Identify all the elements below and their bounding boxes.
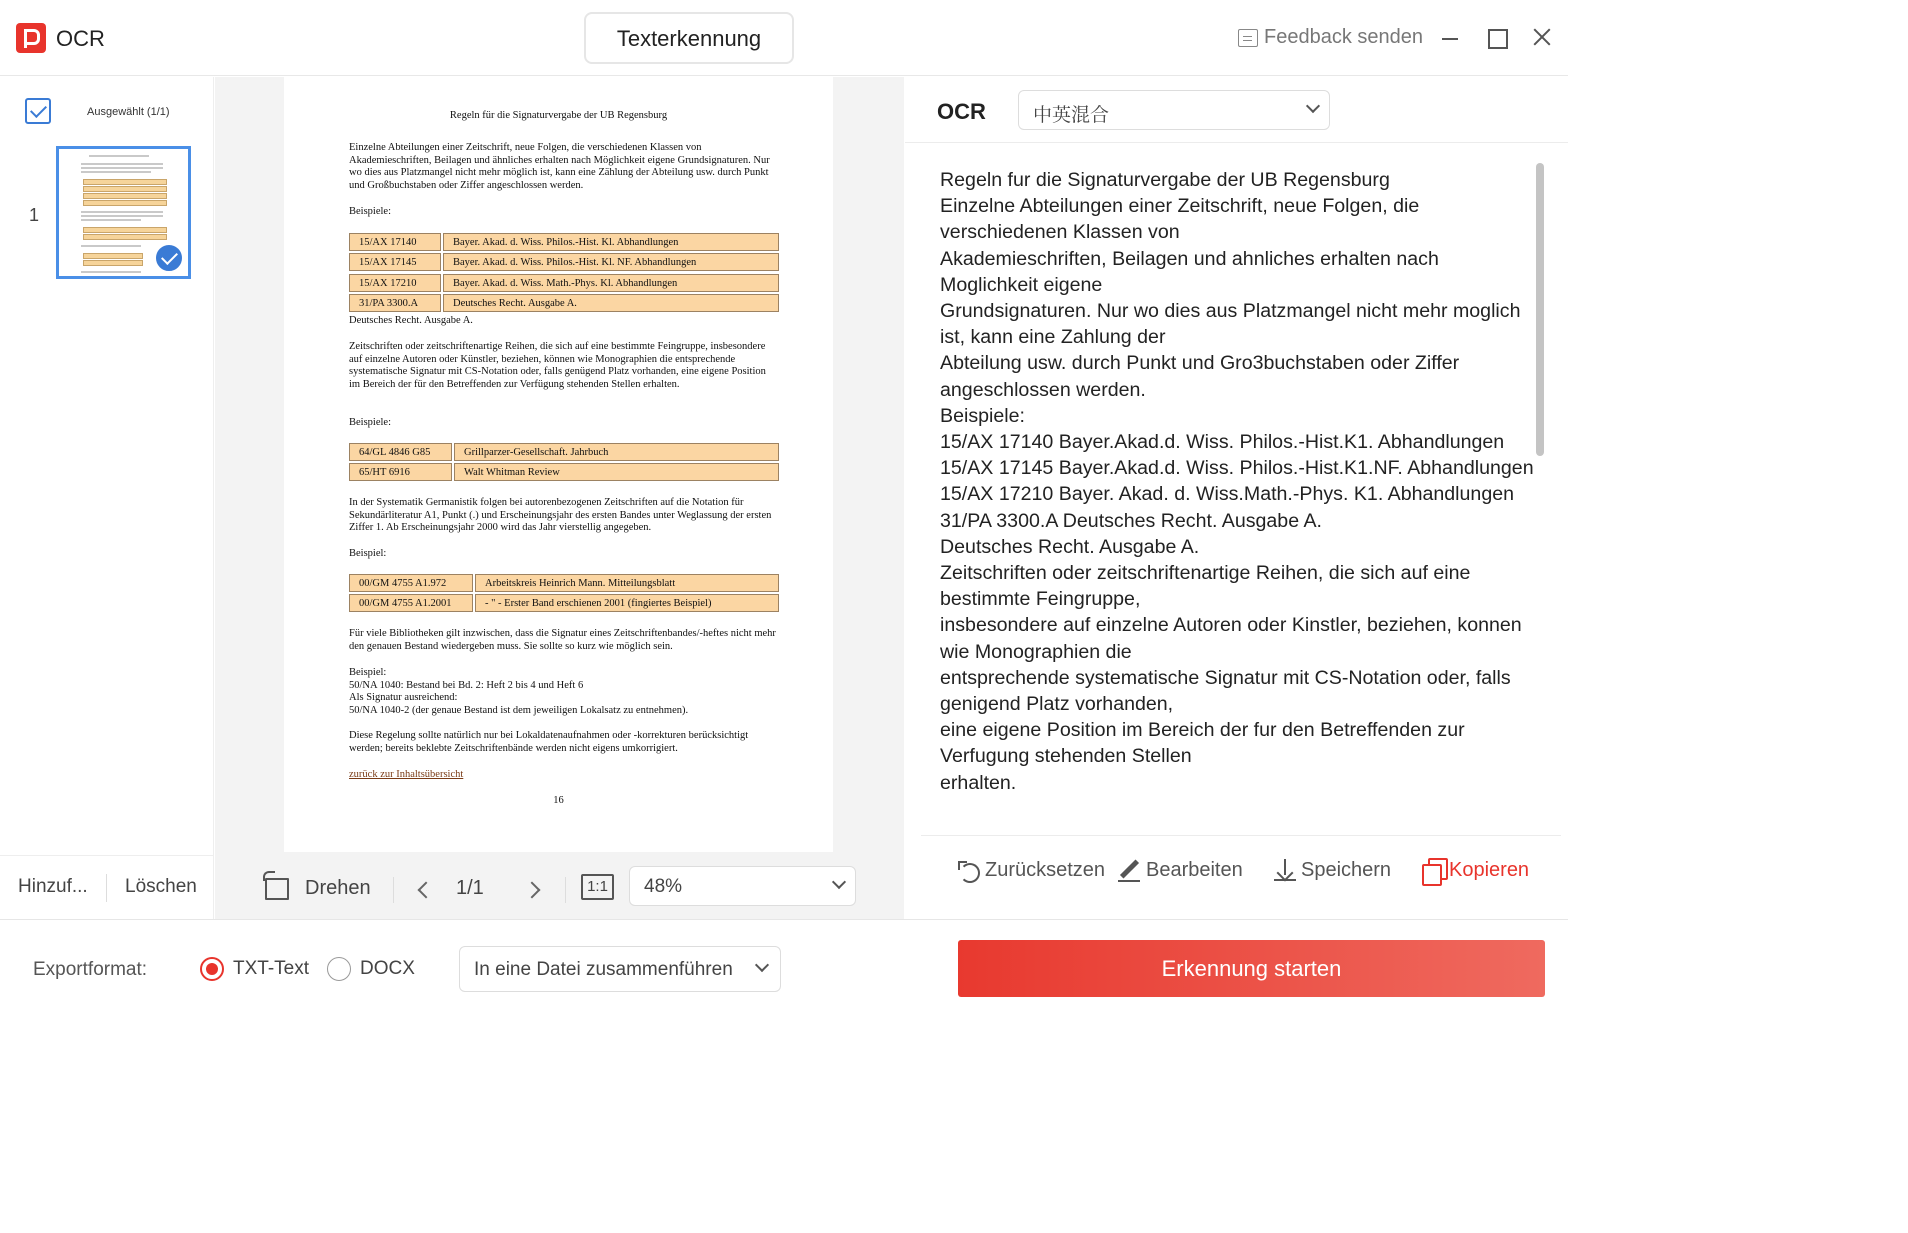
table-cell: 31/PA 3300.A	[349, 294, 441, 312]
doc-line: Beispiel:	[349, 667, 387, 678]
app-title: OCR	[56, 26, 105, 51]
save-button[interactable]	[1273, 858, 1391, 882]
doc-paragraph-3: In der Systematik Germanistik folgen bei autorenbezogenen Zeitschriften auf die Notation für Sekundärliteratur A1, Punkt (.) und Erscheinungsjahr des ersten Bandes unter Weglassung der ersten Ziffer 1. Ab Erscheinungsjahr 2000 wird das Jahr vierstellig angegeben.	[349, 497, 772, 534]
table-cell: Deutsches Recht. Ausgabe A.	[443, 294, 779, 312]
ocr-line: angeschlossen werden.	[940, 378, 1146, 401]
ocr-label: OCR	[937, 99, 986, 124]
zoom-value: 48%	[644, 876, 683, 897]
rotate-button[interactable]: Drehen	[305, 877, 371, 899]
table-row	[349, 232, 780, 252]
maximize-button[interactable]	[1486, 26, 1508, 48]
ocr-action-bar	[921, 835, 1561, 903]
ocr-text-area[interactable]	[940, 167, 1535, 796]
feedback-button[interactable]	[1238, 26, 1423, 49]
ocr-line: Regeln fur die Signaturvergabe der UB Regensburg	[940, 169, 1390, 191]
preview-toolbar	[215, 855, 904, 919]
page-sidebar	[0, 77, 214, 919]
doc-table-3	[349, 573, 780, 614]
export-format-label: Exportformat:	[33, 959, 148, 980]
table-row	[349, 273, 780, 293]
table-cell: Bayer. Akad. d. Wiss. Philos.-Hist. Kl. Abhandlungen	[443, 233, 779, 251]
page-thumbnail[interactable]	[56, 146, 191, 279]
close-button[interactable]	[1530, 26, 1552, 48]
ocr-line: insbesondere auf einzelne Autoren oder Kinstler, beziehen, konnen	[940, 614, 1522, 637]
toolbar-divider	[393, 877, 394, 903]
actual-size-button[interactable]: 1:1	[581, 874, 614, 900]
previous-page-icon[interactable]	[418, 882, 435, 899]
table-cell: 65/HT 6916	[349, 463, 452, 481]
ocr-result-panel	[905, 77, 1568, 919]
selected-count-label: Ausgewählt (1/1)	[87, 106, 170, 118]
ocr-line: Verfugung stehenden Stellen	[940, 745, 1192, 768]
radio-txt[interactable]	[200, 957, 224, 981]
doc-paragraph-1: Einzelne Abteilungen einer Zeitschrift, neue Folgen, die verschiedenen Klassen von Akademieschriften, Beilagen und ähnliches erhalten nach Möglichkeit eigene Grundsignaturen. Nur wo dies aus Platzmangel nicht mehr möglich ist, kann eine Zählung der Abteilung usw. durch Punkt und Großbuchstaben oder Ziffer angeschlossen werden.	[349, 142, 770, 192]
doc-title: Regeln für die Signaturvergabe der UB Regensburg	[449, 110, 668, 121]
delete-file-button[interactable]: Löschen	[125, 876, 197, 897]
document-preview	[215, 77, 904, 919]
ocr-line: bestimmte Feingruppe,	[940, 588, 1141, 611]
ocr-line: 15/AX 17145 Bayer.Akad.d. Wiss. Philos.-Hist.K1.NF. Abhandlungen	[940, 457, 1534, 480]
page-number-label: 1	[29, 205, 40, 225]
radio-txt-label[interactable]: TXT-Text	[233, 958, 310, 979]
edit-label: Bearbeiten	[1146, 858, 1243, 881]
table-cell: Grillparzer-Gesellschaft. Jahrbuch	[454, 443, 779, 461]
doc-paragraph-4: Für viele Bibliotheken gilt inzwischen, dass die Signatur eines Zeitschriftenbandes/-heftes nicht mehr den genauen Bestand wiedergeben muss. Sie sollte so kurz wie möglich sein.	[349, 628, 776, 652]
ocr-line: ist, kann eine Zahlung der	[940, 326, 1166, 349]
title-bar	[0, 0, 1568, 76]
doc-table-1	[349, 232, 780, 314]
doc-paragraph-2: Zeitschriften oder zeitschriftenartige Reihen, die sich auf eine bestimmte Feingruppe, insbesondere auf einzelne Autoren oder Künstler, beziehen, können wie Monographien die entsprechende systematische Signatur mit CS-Notation oder, falls genügend Platz vorhanden, eine eigene Position im Bereich der für den Betreffenden zur Verfügung stehenden Stellen erhalten.	[349, 341, 766, 391]
reset-button[interactable]	[957, 858, 1105, 882]
doc-line: 50/NA 1040: Bestand bei Bd. 2: Heft 2 bis 4 und Heft 6	[349, 679, 584, 691]
sidebar-footer	[0, 855, 214, 919]
doc-page-number: 16	[553, 795, 564, 806]
table-cell: Walt Whitman Review	[454, 463, 779, 481]
doc-beispiel-3: Beispiel:	[349, 548, 387, 559]
table-cell: 15/AX 17210	[349, 274, 441, 292]
ocr-line: Zeitschriften oder zeitschriftenartige Reihen, die sich auf eine	[940, 562, 1471, 585]
copy-label: Kopieren	[1449, 858, 1530, 881]
radio-docx[interactable]	[327, 957, 351, 981]
doc-paragraph-5	[349, 667, 779, 718]
start-recognition-button[interactable]: Erkennung starten	[958, 940, 1545, 997]
ocr-line: Deutsches Recht. Ausgabe A.	[940, 535, 1200, 558]
ocr-scrollbar[interactable]	[1536, 163, 1544, 456]
edit-button[interactable]	[1118, 858, 1243, 882]
app-logo-icon	[16, 23, 46, 53]
doc-beispiele-1: Beispiele:	[349, 206, 391, 217]
doc-paragraph-6: Diese Regelung sollte natürlich nur bei Lokaldatenaufnahmen oder -korrekturen berücksichtigt werden; bereits beklebte Zeitschriftenbände werden nicht eigens umkorrigiert.	[349, 730, 749, 754]
table-row	[349, 442, 780, 462]
ocr-line: eine eigene Position im Bereich der fur den Betreffenden zur	[940, 719, 1465, 742]
feedback-icon	[1238, 29, 1258, 47]
rotate-icon[interactable]	[265, 878, 289, 900]
table-cell: 00/GM 4755 A1.2001	[349, 594, 473, 612]
radio-docx-label[interactable]: DOCX	[360, 958, 415, 979]
ocr-header	[905, 77, 1568, 143]
download-icon	[1273, 858, 1297, 882]
selected-check-icon	[154, 243, 184, 273]
toolbar-divider	[565, 877, 566, 903]
ocr-line: erhalten.	[940, 771, 1017, 794]
ocr-line: 15/AX 17210 Bayer. Akad. d. Wiss.Math.-Phys. K1. Abhandlungen	[940, 483, 1515, 506]
ocr-line: wie Monographien die	[940, 640, 1132, 663]
ocr-line: 31/PA 3300.A Deutsches Recht. Ausgabe A.	[940, 509, 1322, 532]
merge-files-select[interactable]	[459, 946, 781, 992]
table-cell: 15/AX 17140	[349, 233, 441, 251]
save-label: Speichern	[1301, 858, 1392, 881]
ocr-line: 15/AX 17140 Bayer.Akad.d. Wiss. Philos.-Hist.K1. Abhandlungen	[940, 431, 1505, 454]
table-cell: 15/AX 17145	[349, 253, 441, 271]
table-cell: 00/GM 4755 A1.972	[349, 574, 473, 592]
zoom-select[interactable]	[629, 866, 856, 906]
doc-line: Als Signatur ausreichend:	[349, 692, 458, 704]
export-bar	[0, 919, 1568, 1013]
table-row	[349, 293, 780, 313]
select-all-checkbox[interactable]	[25, 98, 51, 124]
ocr-line: Beispiele:	[940, 404, 1025, 427]
tab-texterkennung[interactable]: Texterkennung	[584, 12, 794, 64]
doc-beispiele-2: Beispiele:	[349, 417, 391, 428]
ocr-line: Moglichkeit eigene	[940, 273, 1103, 296]
ocr-line: Abteilung usw. durch Punkt und Gro3buchstaben oder Ziffer	[940, 352, 1460, 375]
sidebar-divider	[106, 874, 107, 902]
language-select[interactable]	[1018, 90, 1330, 130]
ocr-line: Akademieschriften, Beilagen und ahnliches erhalten nach	[940, 247, 1439, 270]
ocr-line: verschiedenen Klassen von	[940, 221, 1180, 244]
chevron-down-icon	[832, 875, 846, 889]
merge-files-value: In eine Datei zusammenführen	[474, 959, 733, 980]
add-file-button[interactable]: Hinzuf...	[18, 876, 88, 897]
ocr-line: entsprechende systematische Signatur mit CS-Notation oder, falls	[940, 666, 1511, 689]
document-page	[284, 77, 833, 852]
table-row	[349, 573, 780, 593]
table-cell: Arbeitskreis Heinrich Mann. Mitteilungsblatt	[475, 574, 779, 592]
edit-icon	[1118, 858, 1142, 882]
table-cell: Bayer. Akad. d. Wiss. Philos.-Hist. Kl. NF. Abhandlungen	[443, 253, 779, 271]
doc-table-2	[349, 442, 780, 483]
reset-icon	[957, 858, 981, 882]
table-cell: 64/GL 4846 G85	[349, 443, 452, 461]
minimize-button[interactable]	[1440, 26, 1462, 48]
table-row	[349, 462, 780, 482]
table-cell: - " - Erster Band erschienen 2001 (fingiertes Beispiel)	[475, 594, 779, 612]
doc-back-link[interactable]: zurück zur Inhaltsübersicht	[349, 769, 464, 780]
copy-button[interactable]	[1421, 858, 1529, 882]
ocr-line: genigend Platz vorhanden,	[940, 693, 1174, 716]
copy-icon	[1421, 858, 1445, 882]
language-value: 中英混合	[1033, 105, 1110, 126]
next-page-icon[interactable]	[524, 882, 541, 899]
doc-line: 50/NA 1040-2 (der genaue Bestand ist dem jeweiligen Lokalsatz zu entnehmen).	[349, 705, 689, 717]
reset-label: Zurücksetzen	[985, 858, 1106, 881]
table-row	[349, 252, 780, 272]
table-row	[349, 593, 780, 613]
chevron-down-icon	[1306, 99, 1320, 113]
feedback-label: Feedback senden	[1264, 26, 1424, 48]
table-cell: Bayer. Akad. d. Wiss. Math.-Phys. Kl. Abhandlungen	[443, 274, 779, 292]
ocr-line: Einzelne Abteilungen einer Zeitschrift, neue Folgen, die	[940, 195, 1420, 218]
ocr-line: Grundsignaturen. Nur wo dies aus Platzmangel nicht mehr moglich	[940, 300, 1521, 323]
doc-after-table-1: Deutsches Recht. Ausgabe A.	[349, 315, 473, 326]
chevron-down-icon	[755, 958, 769, 972]
page-counter: 1/1	[456, 877, 484, 899]
